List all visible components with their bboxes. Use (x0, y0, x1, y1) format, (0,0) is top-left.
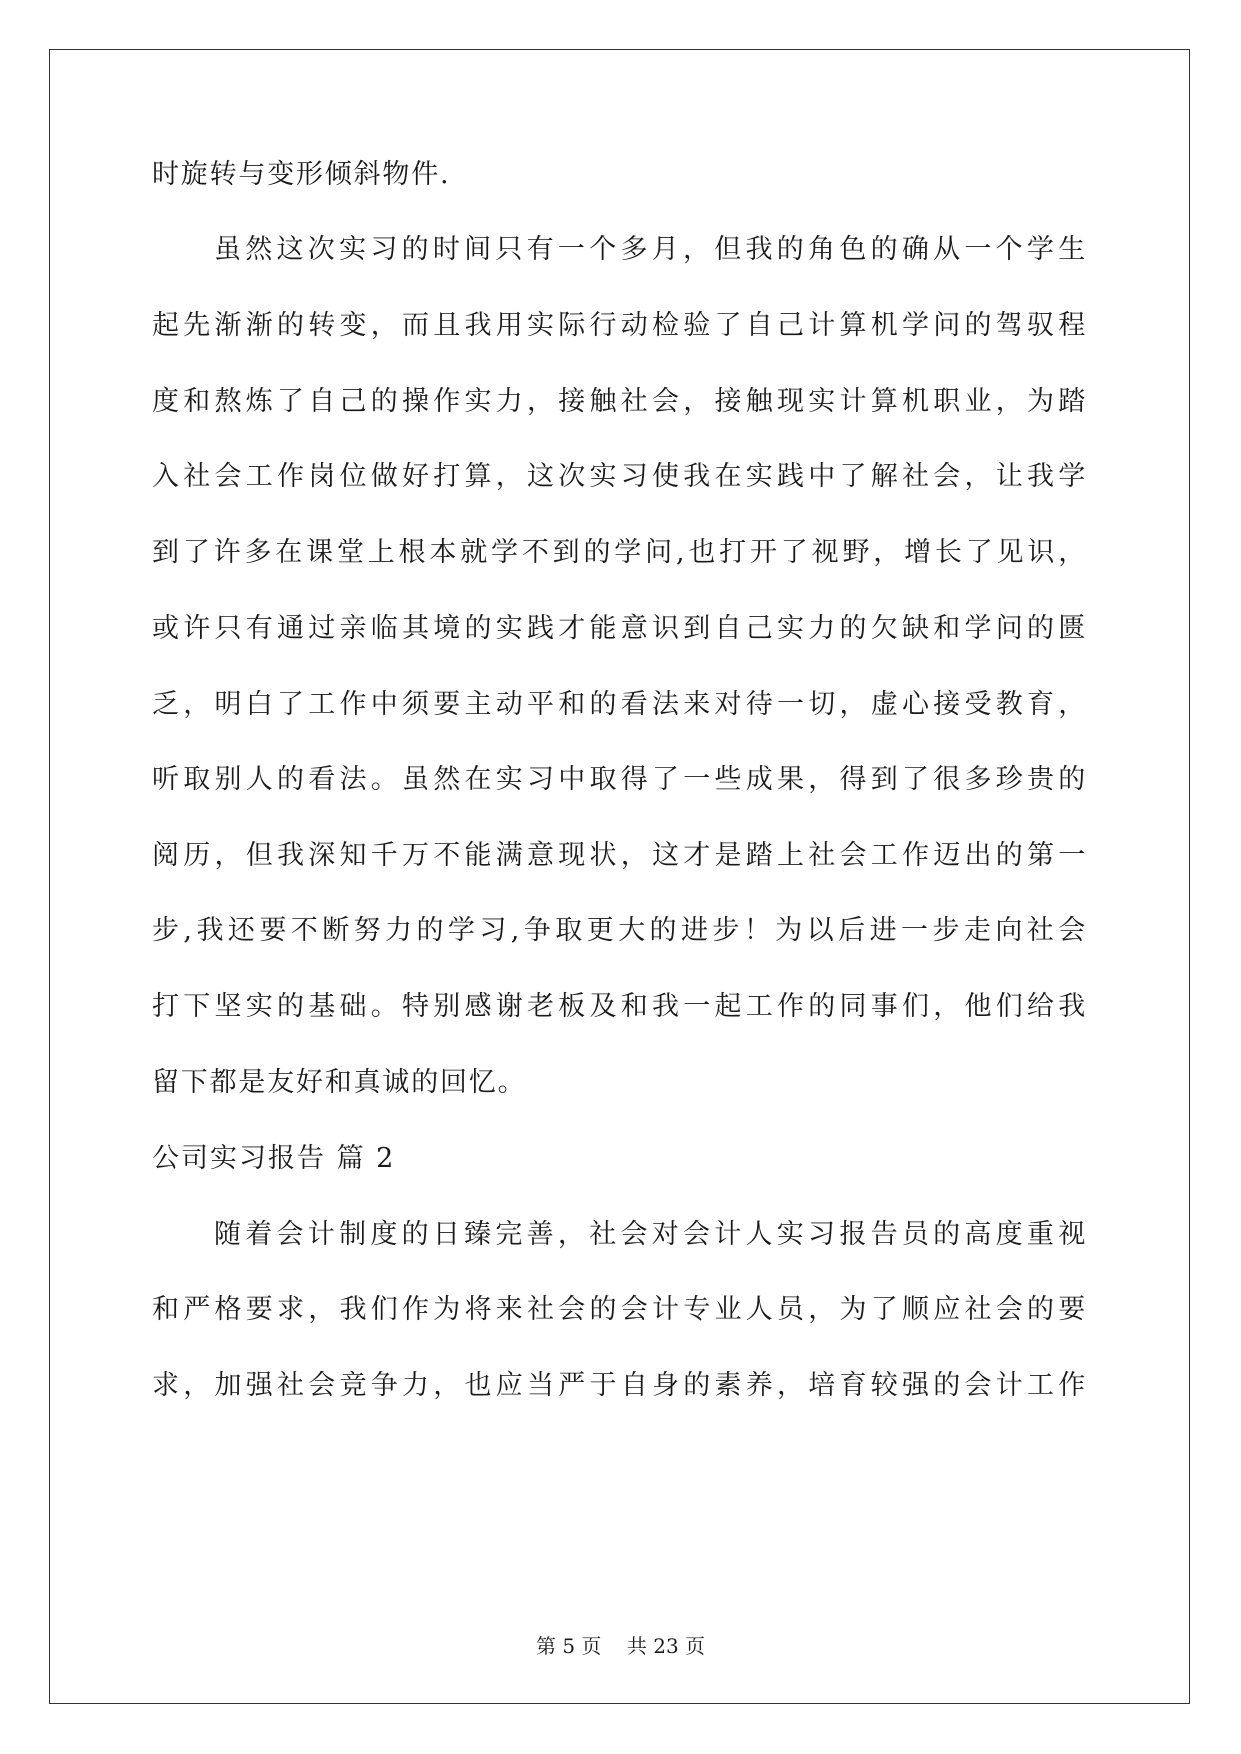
paragraph-line: 或许只有通过亲临其境的实践才能意识到自己实力的欠缺和学问的匮 (152, 613, 1087, 644)
page-border (49, 49, 1190, 1704)
paragraph-line: 入社会工作岗位做好打算，这次实习使我在实践中了解社会，让我学 (152, 461, 1087, 492)
paragraph-line: 随着会计制度的日臻完善，社会对会计人实习报告员的高度重视 (214, 1219, 1087, 1250)
paragraph-line: 和严格要求，我们作为将来社会的会计专业人员，为了顺应社会的要 (152, 1294, 1087, 1325)
paragraph-line: 到了许多在课堂上根本就学不到的学问,也打开了视野，增长了见识， (152, 537, 1087, 568)
paragraph-line: 步,我还要不断努力的学习,争取更大的进步！为以后进一步走向社会 (152, 915, 1087, 946)
paragraph-line: 打下坚实的基础。特别感谢老板及和我一起工作的同事们，他们给我 (152, 991, 1087, 1022)
paragraph-line: 乏，明白了工作中须要主动平和的看法来对待一切，虚心接受教育， (152, 689, 1087, 720)
page-total: 共 23 页 (626, 1634, 706, 1658)
paragraph-line: 度和熬炼了自己的操作实力，接触社会，接触现实计算机职业，为踏 (152, 386, 1087, 417)
paragraph-line: 阅历，但我深知千万不能满意现状，这才是踏上社会工作迈出的第一 (152, 840, 1087, 871)
paragraph-line: 留下都是友好和真诚的回忆。 (152, 1067, 527, 1098)
page-footer (0, 1634, 1241, 1658)
paragraph-line: 求，加强社会竞争力，也应当严于自身的素养，培育较强的会计工作 (152, 1370, 1087, 1401)
paragraph-line: 时旋转与变形倾斜物件. (152, 159, 451, 190)
paragraph-line: 起先渐渐的转变，而且我用实际行动检验了自己计算机学问的驾驭程 (152, 310, 1087, 341)
section-heading: 公司实习报告 篇 2 (152, 1143, 396, 1174)
paragraph-line: 虽然这次实习的时间只有一个多月，但我的角色的确从一个学生 (214, 234, 1087, 265)
paragraph-line: 听取别人的看法。虽然在实习中取得了一些成果，得到了很多珍贵的 (152, 764, 1087, 795)
page-number: 第 5 页 (535, 1634, 602, 1658)
